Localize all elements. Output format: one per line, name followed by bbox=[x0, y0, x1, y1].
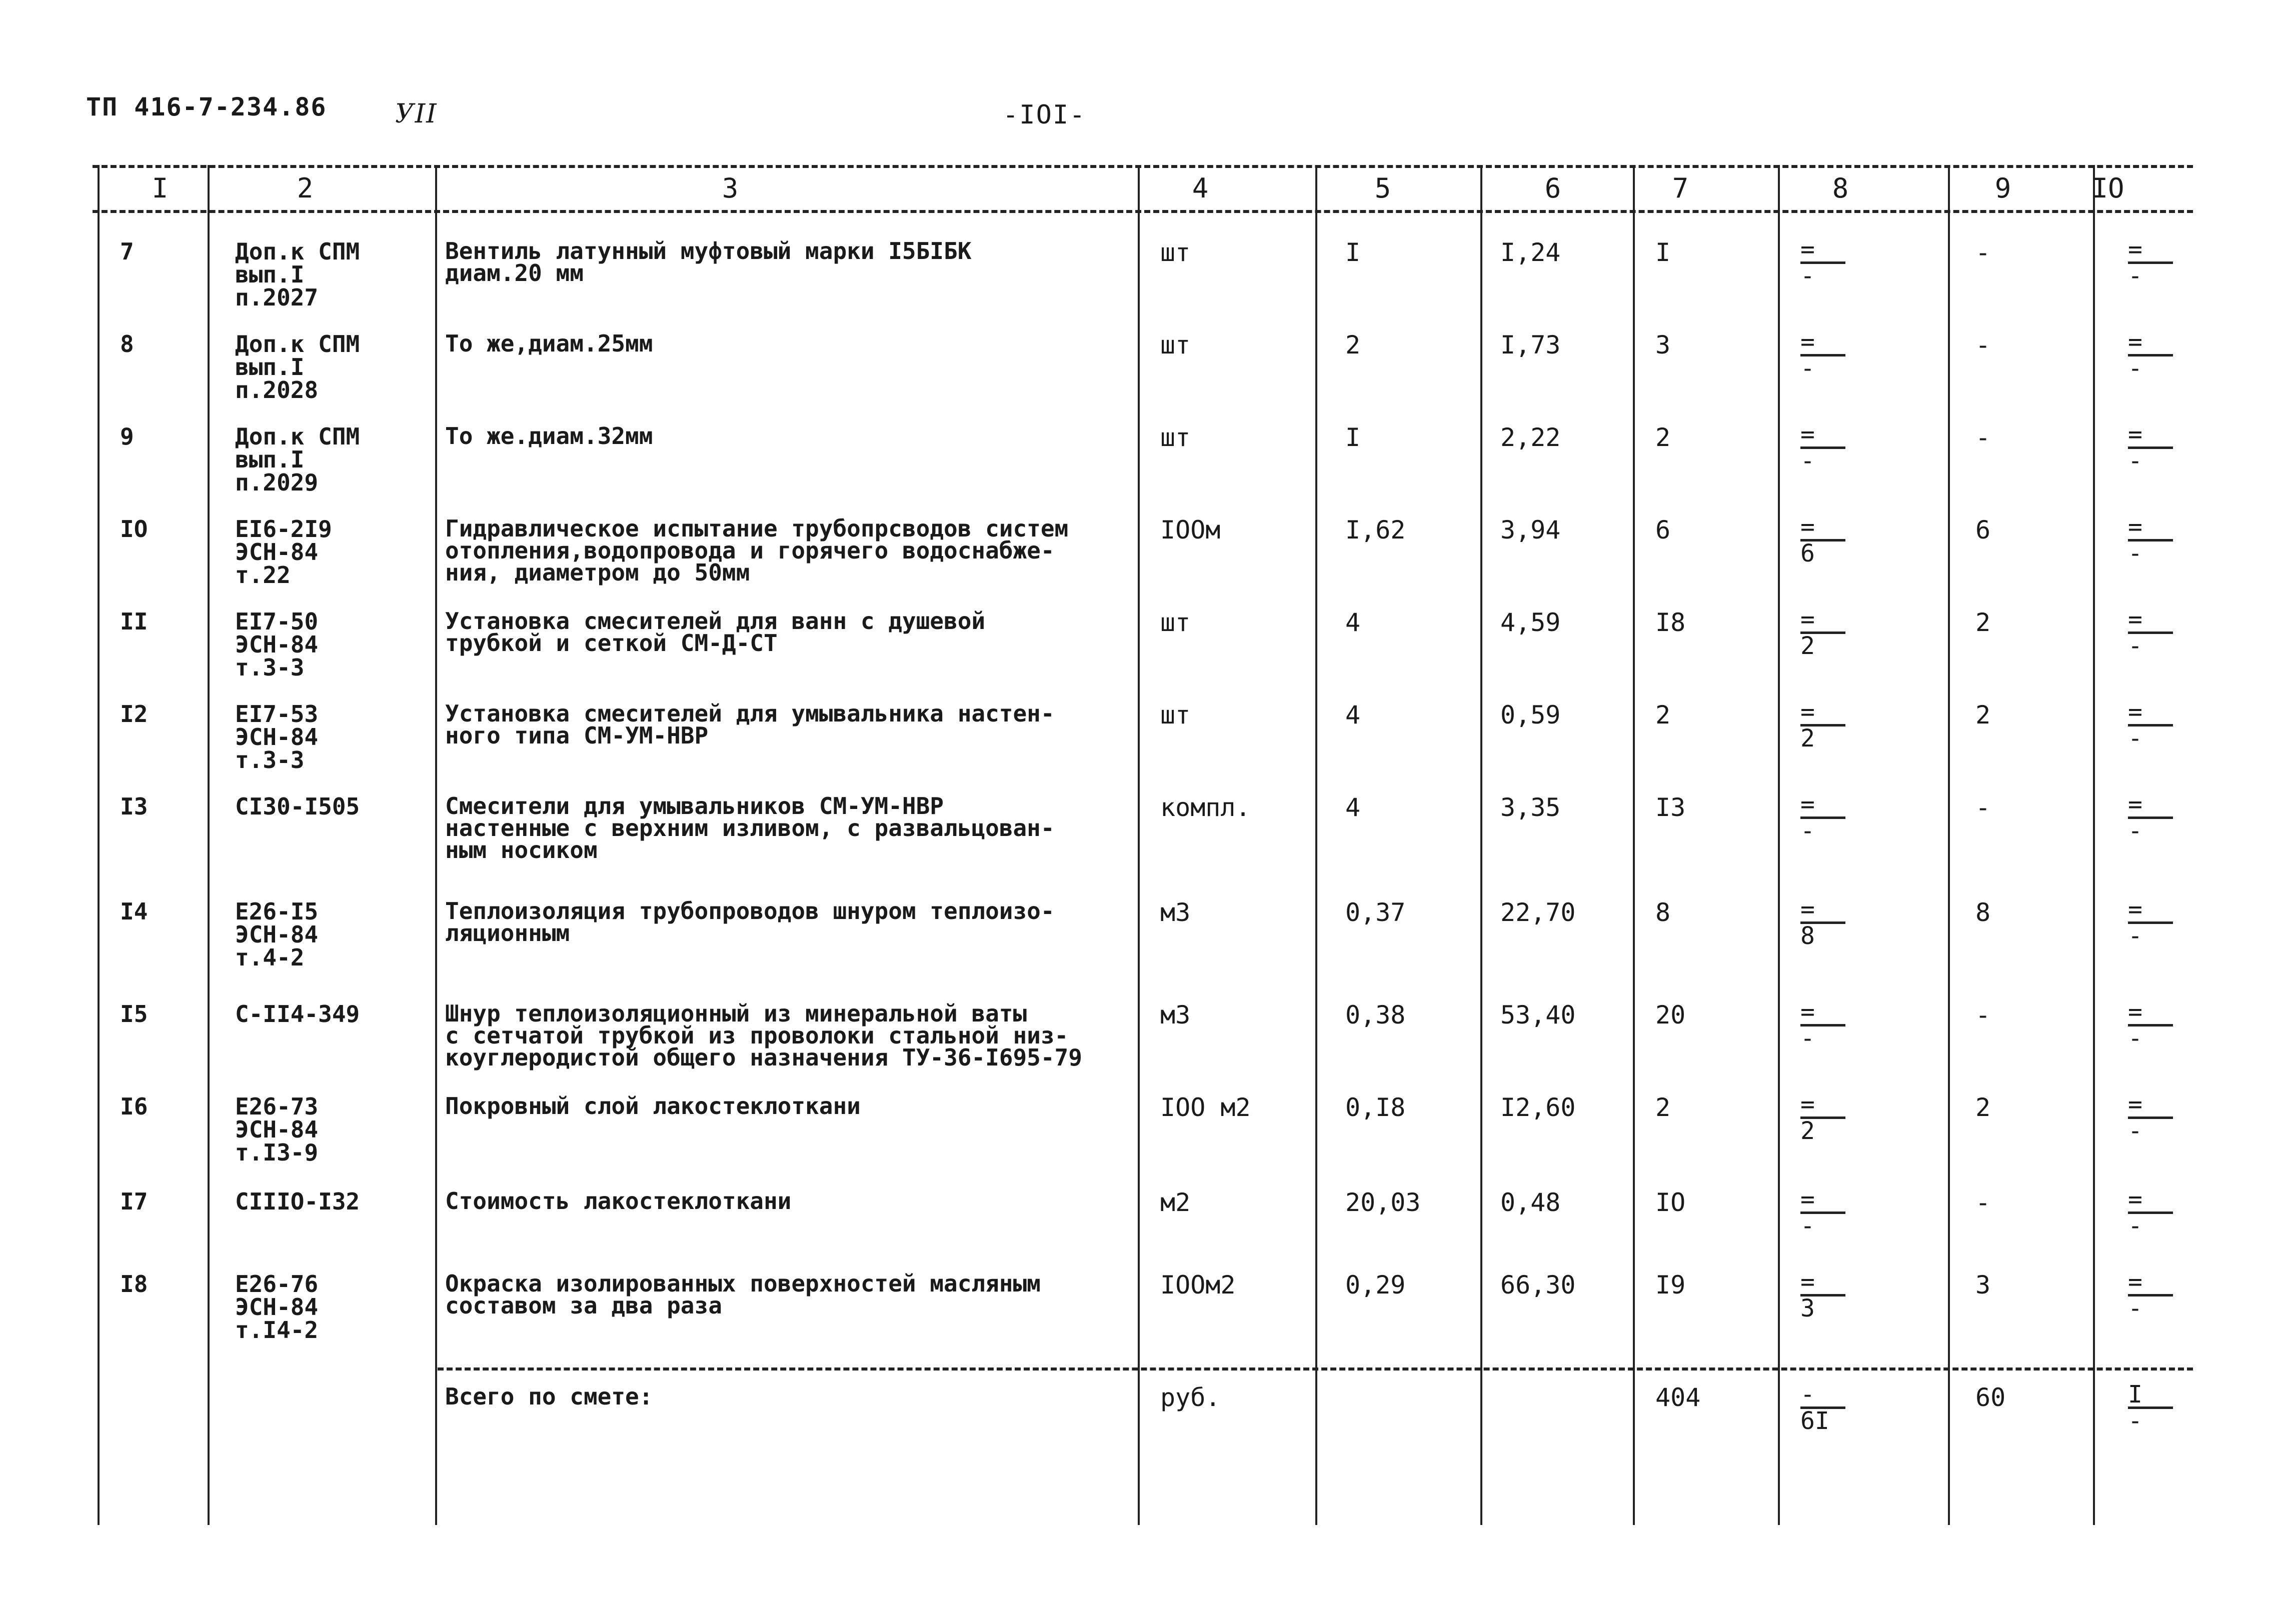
column-10-value-top: = bbox=[2128, 1000, 2173, 1026]
unit: шт bbox=[1160, 330, 1191, 360]
column-8-value-top: = bbox=[1800, 330, 1845, 356]
column-number: 6 bbox=[1544, 172, 1561, 204]
column-number: 4 bbox=[1192, 172, 1209, 204]
grand-total: 404 bbox=[1655, 1383, 1701, 1412]
total-column-10 bbox=[2128, 1382, 2173, 1433]
unit-price: 3,94 bbox=[1500, 516, 1561, 544]
unit-price: 0,48 bbox=[1500, 1188, 1561, 1217]
row-number: I3 bbox=[120, 793, 148, 820]
column-divider bbox=[208, 165, 210, 1525]
work-description: Стоимость лакостеклоткани bbox=[445, 1188, 792, 1214]
column-10-value-bottom: - bbox=[2128, 1117, 2142, 1145]
unit: IOOм bbox=[1160, 516, 1221, 544]
work-description: Установка смесителей для умывальника настен- ного типа СМ-УМ-НВР bbox=[445, 700, 1055, 749]
total-column-9: 60 bbox=[1975, 1383, 2006, 1412]
column-divider bbox=[1480, 165, 1482, 1525]
column-10-value-bottom: - bbox=[2128, 922, 2142, 950]
column-10-value bbox=[2128, 515, 2173, 566]
column-10-value bbox=[2128, 238, 2173, 288]
column-9-value: 2 bbox=[1975, 608, 1991, 637]
total-column-8-top: - bbox=[1800, 1382, 1845, 1409]
row-number: 8 bbox=[120, 330, 134, 358]
unit-price: 0,59 bbox=[1500, 700, 1561, 730]
total-cost: I8 bbox=[1655, 608, 1686, 637]
column-10-value-top: = bbox=[2128, 898, 2173, 924]
column-8-value-bottom: 2 bbox=[1800, 1117, 1815, 1145]
total-cost: I bbox=[1655, 238, 1671, 267]
column-10-value-bottom: - bbox=[2128, 262, 2142, 290]
quantity: 0,29 bbox=[1345, 1270, 1406, 1300]
column-10-value-top: = bbox=[2128, 1092, 2173, 1119]
column-9-value: - bbox=[1975, 330, 1991, 360]
column-10-value-top: = bbox=[2128, 608, 2173, 634]
column-8-value bbox=[1800, 238, 1845, 288]
quantity: 0,I8 bbox=[1345, 1093, 1406, 1122]
norm-reference: C-II4-349 bbox=[235, 1000, 360, 1028]
norm-reference: EI6-2I9 ЭСН-84 т.22 bbox=[235, 516, 332, 588]
column-number: I bbox=[152, 172, 169, 204]
column-number: 3 bbox=[722, 172, 739, 204]
column-8-value-bottom: - bbox=[1800, 447, 1815, 475]
row-number: IO bbox=[120, 516, 148, 542]
quantity: 4 bbox=[1345, 700, 1361, 730]
quantity: I bbox=[1345, 238, 1361, 267]
column-10-value-bottom: - bbox=[2128, 354, 2142, 382]
quantity: I bbox=[1345, 423, 1361, 452]
column-10-value-bottom: - bbox=[2128, 447, 2142, 475]
column-8-value bbox=[1800, 1092, 1845, 1143]
column-9-value: - bbox=[1975, 1000, 1991, 1030]
total-cost: 20 bbox=[1655, 1000, 1686, 1030]
total-cost: 2 bbox=[1655, 1093, 1671, 1122]
quantity: 0,38 bbox=[1345, 1000, 1406, 1030]
row-number: I8 bbox=[120, 1270, 148, 1298]
total-column-10-top: I bbox=[2128, 1382, 2173, 1409]
unit: м2 bbox=[1160, 1188, 1191, 1217]
work-description: То же.диам.32мм bbox=[445, 422, 653, 450]
column-10-value-top: = bbox=[2128, 330, 2173, 356]
total-separator bbox=[438, 1368, 2193, 1370]
column-8-value bbox=[1800, 792, 1845, 843]
row-number: I2 bbox=[120, 700, 148, 728]
column-number: 7 bbox=[1672, 172, 1689, 204]
total-cost: 6 bbox=[1655, 516, 1671, 544]
column-10-value-bottom: - bbox=[2128, 1024, 2142, 1052]
row-number: II bbox=[120, 608, 148, 635]
column-10-value-bottom: - bbox=[2128, 632, 2142, 660]
total-cost: 2 bbox=[1655, 423, 1671, 452]
total-cost: 8 bbox=[1655, 898, 1671, 927]
column-number: 5 bbox=[1374, 172, 1391, 204]
column-8-value bbox=[1800, 608, 1845, 658]
unit-price: 2,22 bbox=[1500, 423, 1561, 452]
section-number: УII bbox=[395, 99, 438, 129]
unit-price: I2,60 bbox=[1500, 1093, 1576, 1122]
column-8-value-bottom: - bbox=[1800, 354, 1815, 382]
column-10-value bbox=[2128, 1092, 2173, 1143]
norm-reference: Доп.к СПМ вып.I п.2029 bbox=[235, 423, 360, 496]
norm-reference: E26-76 ЭСН-84 т.I4-2 bbox=[235, 1270, 319, 1344]
header-top-rule bbox=[93, 165, 2193, 168]
total-label: Всего по смете: bbox=[445, 1383, 653, 1410]
work-description: То же,диам.25мм bbox=[445, 330, 653, 357]
column-divider bbox=[1315, 165, 1317, 1525]
column-10-value bbox=[2128, 1000, 2173, 1050]
unit: IOOм2 bbox=[1160, 1270, 1236, 1300]
column-10-value bbox=[2128, 898, 2173, 948]
column-8-value bbox=[1800, 1270, 1845, 1320]
unit: шт bbox=[1160, 608, 1191, 637]
work-description: Гидравлическое испытание трубопрсводов систем отопления,водопровода и горячего водоснабже- ния, диаметром до 50мм bbox=[445, 515, 1069, 586]
work-description: Шнур теплоизоляционный из минеральной ваты с сетчатой трубкой из проволоки стальной низ- коуглеродистой общего назначения ТУ-36-I695-79 bbox=[445, 1000, 1082, 1071]
column-10-value-bottom: - bbox=[2128, 1294, 2142, 1322]
column-10-value bbox=[2128, 330, 2173, 380]
unit-price: 53,40 bbox=[1500, 1000, 1576, 1030]
norm-reference: CI30-I505 bbox=[235, 793, 360, 820]
quantity: 20,03 bbox=[1345, 1188, 1421, 1217]
column-9-value: 2 bbox=[1975, 1093, 1991, 1122]
column-8-value-top: = bbox=[1800, 1270, 1845, 1296]
column-8-value bbox=[1800, 515, 1845, 566]
column-10-value bbox=[2128, 792, 2173, 843]
work-description: Вентиль латунный муфтовый марки I5БIБК диам.20 мм bbox=[445, 238, 972, 286]
column-8-value bbox=[1800, 700, 1845, 750]
unit-price: I,24 bbox=[1500, 238, 1561, 267]
norm-reference: CIIIO-I32 bbox=[235, 1188, 360, 1215]
column-8-value-top: = bbox=[1800, 1188, 1845, 1214]
total-cost: I9 bbox=[1655, 1270, 1686, 1300]
page-number: -IOI- bbox=[1003, 100, 1086, 130]
column-8-value bbox=[1800, 898, 1845, 948]
norm-reference: E26-73 ЭСН-84 т.I3-9 bbox=[235, 1093, 319, 1166]
column-number: 8 bbox=[1832, 172, 1849, 204]
header-bottom-rule bbox=[93, 210, 2193, 213]
quantity: 2 bbox=[1345, 330, 1361, 360]
column-number: 2 bbox=[297, 172, 314, 204]
column-10-value-top: = bbox=[2128, 700, 2173, 726]
column-9-value: 6 bbox=[1975, 516, 1991, 544]
unit: шт bbox=[1160, 700, 1191, 730]
column-8-value-bottom: - bbox=[1800, 1024, 1815, 1052]
work-description: Окраска изолированных поверхностей масляным составом за два раза bbox=[445, 1270, 1041, 1319]
column-10-value-bottom: - bbox=[2128, 1212, 2142, 1240]
column-divider bbox=[1948, 165, 1950, 1525]
quantity: I,62 bbox=[1345, 516, 1406, 544]
column-10-value-top: = bbox=[2128, 238, 2173, 264]
unit: IOO м2 bbox=[1160, 1093, 1251, 1122]
column-divider bbox=[2093, 165, 2095, 1525]
column-8-value bbox=[1800, 330, 1845, 380]
column-8-value-top: = bbox=[1800, 898, 1845, 924]
unit-price: 3,35 bbox=[1500, 793, 1561, 822]
work-description: Установка смесителей для ванн с душевой трубкой и сеткой СМ-Д-СТ bbox=[445, 608, 986, 656]
total-cost: 2 bbox=[1655, 700, 1671, 730]
column-8-value-bottom: - bbox=[1800, 1212, 1815, 1240]
row-number: I4 bbox=[120, 898, 148, 925]
row-number: I6 bbox=[120, 1093, 148, 1120]
total-cost: IO bbox=[1655, 1188, 1686, 1217]
column-10-value bbox=[2128, 422, 2173, 473]
row-number: I7 bbox=[120, 1188, 148, 1215]
unit: шт bbox=[1160, 423, 1191, 452]
unit: м3 bbox=[1160, 1000, 1191, 1030]
column-8-value-bottom: - bbox=[1800, 262, 1815, 290]
column-8-value bbox=[1800, 422, 1845, 473]
column-divider bbox=[435, 165, 437, 1525]
total-cost: 3 bbox=[1655, 330, 1671, 360]
unit: м3 bbox=[1160, 898, 1191, 927]
unit: компл. bbox=[1160, 793, 1251, 822]
quantity: 4 bbox=[1345, 793, 1361, 822]
norm-reference: EI7-50 ЭСН-84 т.3-3 bbox=[235, 608, 319, 681]
norm-reference: E26-I5 ЭСН-84 т.4-2 bbox=[235, 898, 319, 971]
column-9-value: 8 bbox=[1975, 898, 1991, 927]
column-8-value-top: = bbox=[1800, 608, 1845, 634]
column-10-value-top: = bbox=[2128, 515, 2173, 542]
unit: шт bbox=[1160, 238, 1191, 267]
column-8-value bbox=[1800, 1000, 1845, 1050]
column-8-value-top: = bbox=[1800, 792, 1845, 819]
column-8-value-top: = bbox=[1800, 1092, 1845, 1119]
column-8-value-top: = bbox=[1800, 700, 1845, 726]
column-9-value: - bbox=[1975, 423, 1991, 452]
column-8-value-top: = bbox=[1800, 238, 1845, 264]
unit-price: I,73 bbox=[1500, 330, 1561, 360]
column-10-value bbox=[2128, 1270, 2173, 1320]
unit-price: 4,59 bbox=[1500, 608, 1561, 637]
total-column-8-bottom: 6I bbox=[1800, 1407, 1829, 1435]
column-number: IO bbox=[2091, 172, 2124, 204]
column-divider bbox=[98, 165, 100, 1525]
total-column-8 bbox=[1800, 1382, 1845, 1433]
unit-price: 22,70 bbox=[1500, 898, 1576, 927]
column-divider bbox=[1778, 165, 1780, 1525]
row-number: 9 bbox=[120, 423, 134, 450]
column-9-value: 3 bbox=[1975, 1270, 1991, 1300]
column-8-value bbox=[1800, 1188, 1845, 1238]
column-10-value bbox=[2128, 700, 2173, 750]
column-8-value-bottom: 6 bbox=[1800, 540, 1815, 568]
total-column-10-bottom: - bbox=[2128, 1407, 2142, 1435]
column-10-value-top: = bbox=[2128, 1188, 2173, 1214]
quantity: 4 bbox=[1345, 608, 1361, 637]
row-number: I5 bbox=[120, 1000, 148, 1028]
unit-price: 66,30 bbox=[1500, 1270, 1576, 1300]
work-description: Теплоизоляция трубопроводов шнуром теплоизо- ляционным bbox=[445, 898, 1055, 946]
column-10-value-top: = bbox=[2128, 422, 2173, 449]
column-8-value-top: = bbox=[1800, 1000, 1845, 1026]
column-8-value-bottom: 3 bbox=[1800, 1294, 1815, 1322]
document-code: ТП 416-7-234.86 bbox=[86, 92, 327, 122]
column-8-value-bottom: 2 bbox=[1800, 724, 1815, 752]
column-9-value: - bbox=[1975, 1188, 1991, 1217]
column-9-value: 2 bbox=[1975, 700, 1991, 730]
column-8-value-bottom: 2 bbox=[1800, 632, 1815, 660]
row-number: 7 bbox=[120, 238, 134, 265]
norm-reference: Доп.к СПМ вып.I п.2027 bbox=[235, 238, 360, 311]
column-10-value-top: = bbox=[2128, 1270, 2173, 1296]
column-9-value: - bbox=[1975, 238, 1991, 267]
column-divider bbox=[1633, 165, 1635, 1525]
work-description: Смесители для умывальников СМ-УМ-НВР настенные с верхним изливом, с развальцован- ным носиком bbox=[445, 792, 1055, 864]
column-divider bbox=[1138, 165, 1140, 1525]
column-10-value bbox=[2128, 1188, 2173, 1238]
work-description: Покровный слой лакостеклоткани bbox=[445, 1092, 861, 1120]
column-10-value-bottom: - bbox=[2128, 817, 2142, 845]
norm-reference: Доп.к СПМ вып.I п.2028 bbox=[235, 330, 360, 404]
column-8-value-top: = bbox=[1800, 515, 1845, 542]
norm-reference: EI7-53 ЭСН-84 т.3-3 bbox=[235, 700, 319, 774]
column-9-value: - bbox=[1975, 793, 1991, 822]
column-8-value-bottom: 8 bbox=[1800, 922, 1815, 950]
total-cost: I3 bbox=[1655, 793, 1686, 822]
column-10-value-top: = bbox=[2128, 792, 2173, 819]
column-number: 9 bbox=[1994, 172, 2011, 204]
total-unit: руб. bbox=[1160, 1383, 1221, 1412]
column-10-value-bottom: - bbox=[2128, 540, 2142, 568]
column-8-value-bottom: - bbox=[1800, 817, 1815, 845]
quantity: 0,37 bbox=[1345, 898, 1406, 927]
column-10-value bbox=[2128, 608, 2173, 658]
column-10-value-bottom: - bbox=[2128, 724, 2142, 752]
column-8-value-top: = bbox=[1800, 422, 1845, 449]
